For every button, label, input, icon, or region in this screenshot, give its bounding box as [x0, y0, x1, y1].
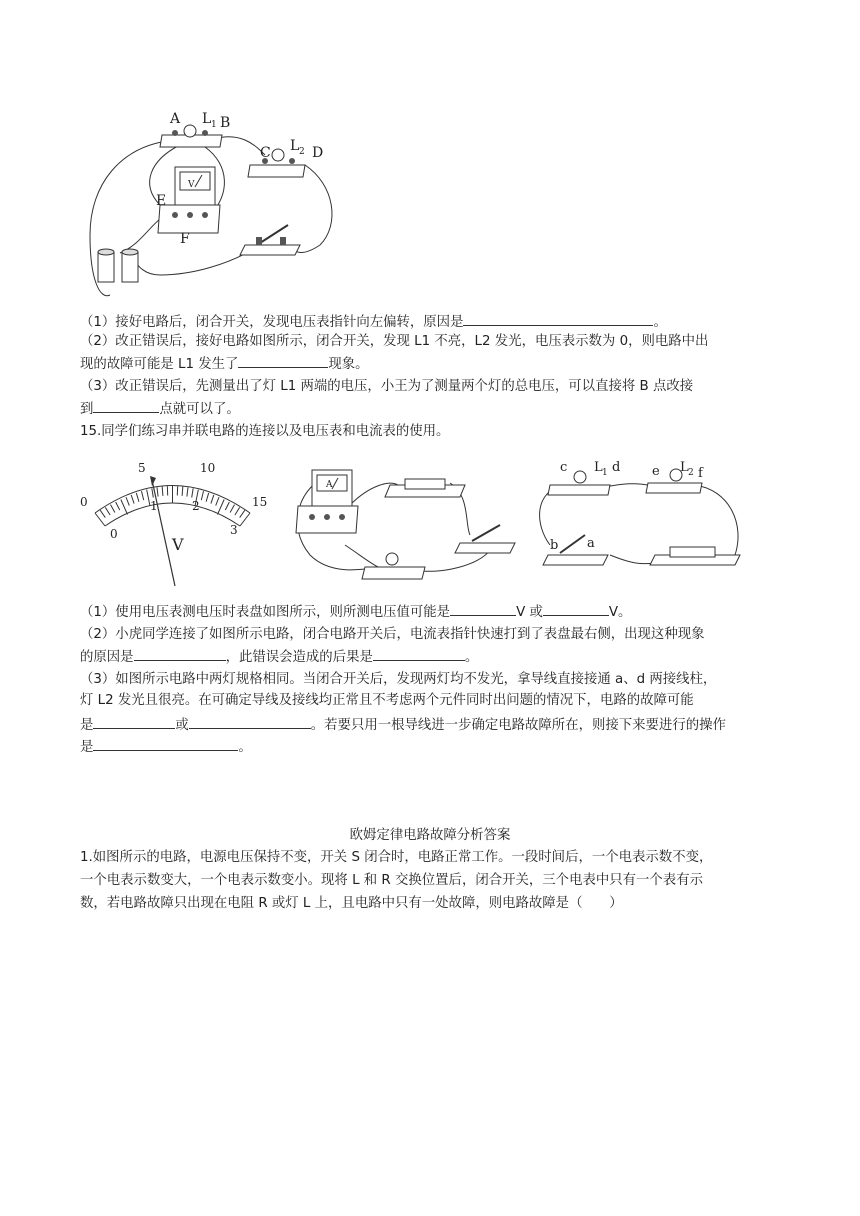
dial-tick-15: 15	[252, 495, 268, 509]
dial-tick-mark	[235, 507, 240, 515]
q14-part3-line2: 到 点就可以了。	[80, 398, 240, 420]
circuit-figure-q14	[80, 105, 350, 305]
q14-part1: （1）接好电路后，闭合开关，发现电压表指针向左偏转，原因是 。	[80, 311, 667, 333]
dial-tick-b2: 2	[192, 499, 200, 513]
answer-blank[interactable]	[189, 714, 311, 729]
dial-unit-label: V	[172, 535, 184, 554]
answer-q1-line2: 一个电表示数变大，一个电表示数变小。现将 L 和 R 交换位置后，闭合开关，三个电表中只有一个表有示	[80, 873, 703, 888]
answer-q1-line3: 数，若电路故障只出现在电阻 R 或灯 L 上，且电路中只有一处故障，则电路故障是（ ）	[80, 896, 623, 911]
q15-part1: （1）使用电压表测电压时表盘如图所示，则所测电压值可能是 V 或 V。	[80, 601, 631, 623]
ammeter-circuit-figure	[290, 455, 515, 585]
label-L2: L	[290, 138, 300, 154]
dial-tick-mark	[157, 487, 158, 496]
series-circuit-figure	[530, 455, 745, 575]
ammeter-label: A	[326, 480, 333, 490]
label-A: A	[170, 111, 181, 127]
dial-tick-mark	[218, 500, 225, 515]
label-f: f	[698, 466, 703, 481]
answers-heading: 欧姆定律电路故障分析答案	[349, 828, 511, 843]
voltmeter-dial-figure	[80, 458, 270, 588]
dial-tick-mark	[187, 487, 188, 496]
q14-part2-line2: 现的故障可能是 L1 发生了 现象。	[80, 353, 369, 375]
label-c: c	[560, 460, 568, 475]
dial-tick-mark	[126, 497, 129, 505]
dial-tick-mark	[216, 497, 219, 505]
dial-tick-mark	[111, 505, 115, 513]
dial-tick-mark	[225, 502, 229, 510]
dial-tick-mark	[240, 510, 245, 517]
answer-blank[interactable]	[93, 398, 159, 413]
answer-blank[interactable]	[134, 646, 226, 661]
label-L2-sub: 2	[299, 147, 305, 157]
q14-part3-line1: （3）改正错误后，先测量出了灯 L1 两端的电压，小王为了测量两个灯的总电压，可以直接将 B 点改接	[80, 379, 694, 394]
dial-tick-mark	[162, 487, 163, 496]
q15-part3-line2: 灯 L2 发光且很亮。在可确定导线及接线均正常且不考虑两个元件同时出问题的情况下，电路的故障可能	[80, 693, 694, 708]
dial-tick-b1: 1	[150, 499, 158, 513]
label-b: b	[550, 538, 559, 553]
answer-blank[interactable]	[543, 601, 609, 616]
dial-tick-mark	[121, 500, 128, 515]
voltmeter-label: V	[188, 180, 195, 190]
dial-tick-b0: 0	[110, 527, 118, 541]
dial-tick-mark	[131, 495, 134, 504]
q15-part2-line2: 的原因是 ，此错误会造成的后果是 。	[80, 646, 478, 668]
label-B: B	[220, 115, 231, 131]
dial-tick-mark	[136, 493, 139, 502]
label-D: D	[312, 145, 324, 161]
dial-tick-mark	[211, 495, 214, 504]
dial-tick-b3: 3	[230, 523, 238, 537]
dial-tick-mark	[201, 491, 203, 500]
q14-part2-line1: （2）改正错误后，接好电路如图所示，闭合开关，发现 L1 不亮，L2 发光，电压表示数为 0，则电路中出	[80, 334, 709, 349]
dial-tick-mark	[100, 510, 105, 517]
label-F: F	[180, 231, 190, 247]
dial-tick-5: 5	[138, 461, 146, 475]
label-C: C	[260, 145, 271, 161]
dial-tick-mark	[230, 505, 234, 513]
dial-tick-mark	[206, 493, 209, 502]
answer-blank[interactable]	[93, 714, 175, 729]
answer-q1-line1: 1.如图所示的电路，电源电压保持不变，开关 S 闭合时，电路正常工作。一段时间后，一个电表示数不变，	[80, 850, 713, 865]
answer-blank[interactable]	[373, 646, 465, 661]
label-d: d	[612, 460, 621, 475]
label-L1: L	[202, 111, 212, 127]
label-L1: L	[594, 460, 603, 475]
label-L1-sub: 1	[602, 468, 608, 478]
dial-tick-mark	[105, 507, 110, 515]
label-L2-sub: 2	[688, 468, 694, 478]
dial-tick-10: 10	[200, 461, 216, 475]
answer-blank[interactable]	[93, 736, 238, 751]
q15-title: 15.同学们练习串并联电路的连接以及电压表和电流表的使用。	[80, 424, 450, 439]
answer-blank[interactable]	[450, 601, 516, 616]
dial-tick-mark	[142, 491, 144, 500]
dial-tick-mark	[152, 488, 153, 497]
label-e: e	[652, 464, 660, 479]
dial-tick-0: 0	[80, 495, 88, 509]
q15-part2-line1: （2）小虎同学连接了如图所示电路，闭合电路开关后，电流表指针快速打到了表盘最右侧，出现这种现象	[80, 627, 705, 642]
answer-blank[interactable]	[463, 311, 653, 326]
q15-part3-line4: 是 。	[80, 736, 252, 758]
q15-part3-line3: 是 或 。若要只用一根导线进一步确定电路故障所在，则接下来要进行的操作	[80, 714, 726, 736]
label-a: a	[587, 536, 595, 551]
dial-tick-mark	[182, 487, 183, 496]
label-L1-sub: 1	[211, 120, 217, 130]
dial-tick-mark	[192, 488, 193, 497]
label-E: E	[156, 193, 167, 209]
dial-tick-mark	[116, 502, 120, 510]
answer-blank[interactable]	[238, 353, 328, 368]
label-L2: L	[680, 460, 689, 475]
q15-part3-line1: （3）如图所示电路中两灯规格相同。当闭合开关后，发现两灯均不发光，拿导线直接接通 a、d 两接线柱，	[80, 672, 717, 687]
